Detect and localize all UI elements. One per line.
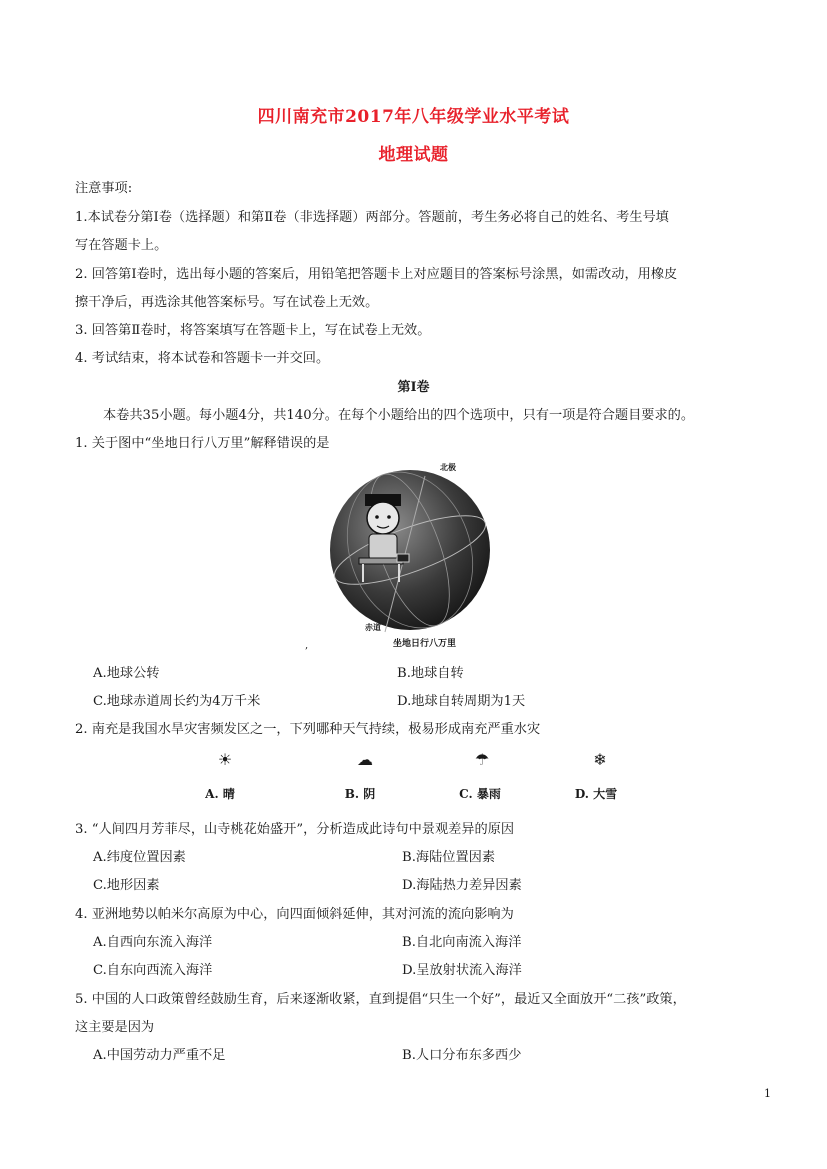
cloud-icon: ☁ — [357, 750, 373, 769]
page-subtitle: 地理试题 — [378, 145, 449, 165]
q4-option-a: A.自西向东流入海洋 — [93, 935, 213, 950]
q3-option-c: C.地形因素 — [93, 878, 160, 893]
q5-option-a: A.中国劳动力严重不足 — [93, 1048, 226, 1063]
weather-label-a: A. 晴 — [205, 787, 235, 801]
weather-label-d: D. 大雪 — [574, 787, 618, 801]
figure-comma: , — [305, 640, 309, 651]
globe-caption: 坐地日行八万里 — [393, 639, 457, 649]
q1-option-c: C.地球赤道周长约为4万千米 — [93, 694, 261, 709]
q3-option-a: A.纬度位置因素 — [93, 850, 186, 865]
globe-sphere — [330, 470, 490, 630]
globe-figure — [325, 462, 495, 652]
rain-icon: ☂ — [474, 750, 490, 769]
q3-option-b: B.海陆位置因素 — [402, 850, 496, 865]
sun-icon: ☀ — [217, 750, 233, 769]
q4-option-c: C.自东向西流入海洋 — [93, 963, 213, 978]
section-intro: 本卷共35小题。每小题4分，共140分。在每个小题给出的四个选项中，只有一项是符合题目要求的。 — [103, 408, 695, 423]
notes-heading: 注意事项: — [75, 181, 133, 196]
notes-line: 擦干净后，再选涂其他答案标号。写在试卷上无效。 — [75, 295, 379, 310]
notes-line: 写在答题卡上。 — [75, 238, 168, 253]
page-title: 四川南充市2017年八年级学业水平考试 — [257, 107, 570, 127]
figure-body — [369, 534, 397, 560]
figure-head — [367, 502, 399, 534]
snow-icon: ❄ — [593, 750, 607, 769]
q1-option-a: A.地球公转 — [93, 666, 160, 681]
q4-stem: 4. 亚洲地势以帕米尔高原为中心，向四面倾斜延伸，其对河流的流向影响为 — [75, 907, 514, 922]
globe-label-pole: 北极 — [440, 462, 456, 472]
q1-stem: 1. 关于图中“坐地日行八万里”解释错误的是 — [75, 436, 330, 451]
figure-chair — [359, 558, 403, 564]
weather-label-c: C. 暴雨 — [459, 787, 501, 801]
q1-option-b: B.地球自转 — [397, 666, 464, 681]
q3-stem: 3. “人间四月芳菲尽，山寺桃花始盛开”，分析造成此诗句中景观差异的原因 — [75, 822, 515, 837]
q5-stem-line2: 这主要是因为 — [75, 1020, 155, 1035]
q5-option-b: B.人口分布东多西少 — [402, 1048, 522, 1063]
notes-line: 1.本试卷分第Ⅰ卷（选择题）和第Ⅱ卷（非选择题）两部分。答题前，考生务必将自己的姓名、考生号填 — [75, 210, 669, 225]
q5-stem-line1: 5. 中国的人口政策曾经鼓励生育，后来逐渐收紧，直到提倡“只生一个好”，最近又全面放开“二孩”政策， — [75, 992, 686, 1007]
notes-line: 3. 回答第Ⅱ卷时，将答案填写在答题卡上，写在试卷上无效。 — [75, 323, 431, 338]
globe-illustration — [325, 462, 495, 652]
weather-label-b: B. 阴 — [344, 787, 376, 801]
globe-label-equator: 赤道 — [365, 622, 381, 632]
section-title: 第Ⅰ卷 — [397, 380, 430, 395]
q3-option-d: D.海陆热力差异因素 — [402, 878, 522, 893]
q4-option-d: D.呈放射状流入海洋 — [402, 963, 522, 978]
q2-stem: 2. 南充是我国水旱灾害频发区之一，下列哪种天气持续，极易形成南充严重水灾 — [75, 722, 541, 737]
q4-option-b: B.自北向南流入海洋 — [402, 935, 522, 950]
notes-line: 4. 考试结束，将本试卷和答题卡一并交回。 — [75, 351, 330, 366]
page-number: 1 — [764, 1087, 771, 1100]
notes-line: 2. 回答第Ⅰ卷时，选出每小题的答案后，用铅笔把答题卡上对应题目的答案标号涂黑，如需改动，用橡皮 — [75, 267, 678, 282]
q1-option-d: D.地球自转周期为1天 — [397, 694, 526, 709]
